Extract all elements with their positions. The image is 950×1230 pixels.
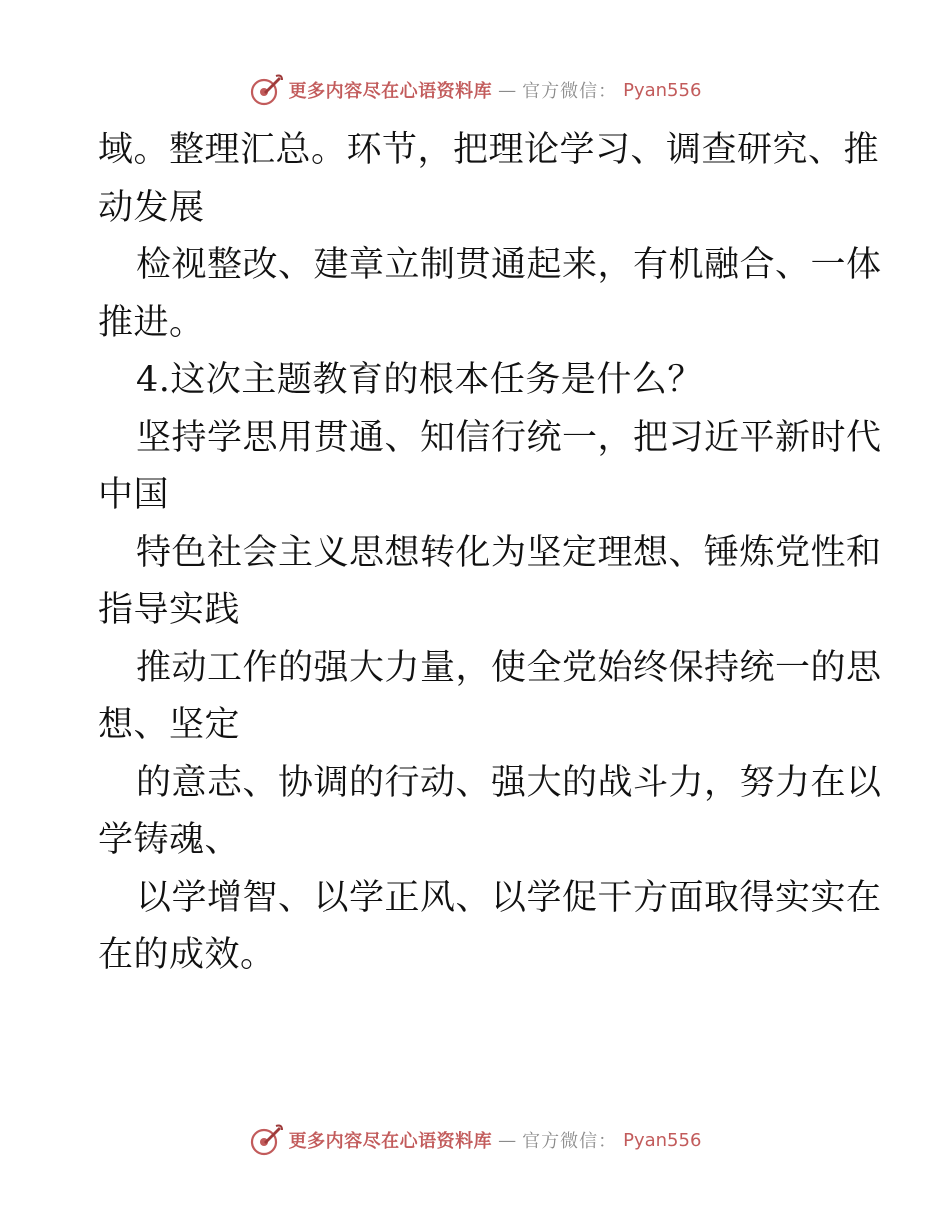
banner-brand-text: 更多内容尽在心语资料库	[288, 81, 493, 102]
footer-banner	[0, 1120, 950, 1160]
banner-dash: —	[498, 1129, 517, 1151]
body-line: 推进。	[98, 302, 205, 343]
body-line: 域。整理汇总。环节，把理论学习、调查研究、推	[98, 130, 880, 170]
banner-official-label: 官方微信：	[522, 81, 618, 102]
body-line: 的意志、协调的行动、强大的战斗力，努力在以	[136, 762, 882, 803]
banner-wechat-id: Pyan556	[623, 1129, 702, 1151]
banner-brand-text: 更多内容尽在心语资料库	[288, 1131, 493, 1152]
banner-official-label: 官方微信：	[522, 1131, 618, 1152]
body-line: 特色社会主义思想转化为坚定理想、锤炼党性和	[136, 532, 882, 573]
body-line: 在的成效。	[98, 935, 276, 975]
quill-logo-icon	[249, 1123, 283, 1157]
body-line: 想、坚定	[98, 705, 241, 745]
body-line: 以学增智、以学正风、以学促干方面取得实实在	[136, 877, 882, 918]
question-heading: 4.这次主题教育的根本任务是什么？	[136, 360, 703, 400]
body-line: 学铸魂、	[98, 820, 241, 860]
banner-wechat-id: Pyan556	[623, 79, 702, 101]
body-line: 动发展	[98, 187, 205, 228]
body-line: 中国	[98, 475, 170, 515]
body-line: 检视整改、建章立制贯通起来，有机融合、一体	[136, 245, 882, 285]
document-body	[98, 122, 882, 985]
body-line: 推动工作的强大力量，使全党始终保持统一的思	[136, 647, 882, 688]
body-line: 坚持学思用贯通、知信行统一，把习近平新时代	[136, 417, 882, 458]
body-line: 指导实践	[98, 590, 241, 630]
banner-dash: —	[498, 79, 517, 101]
quill-logo-icon	[249, 73, 283, 107]
header-banner	[0, 70, 950, 110]
